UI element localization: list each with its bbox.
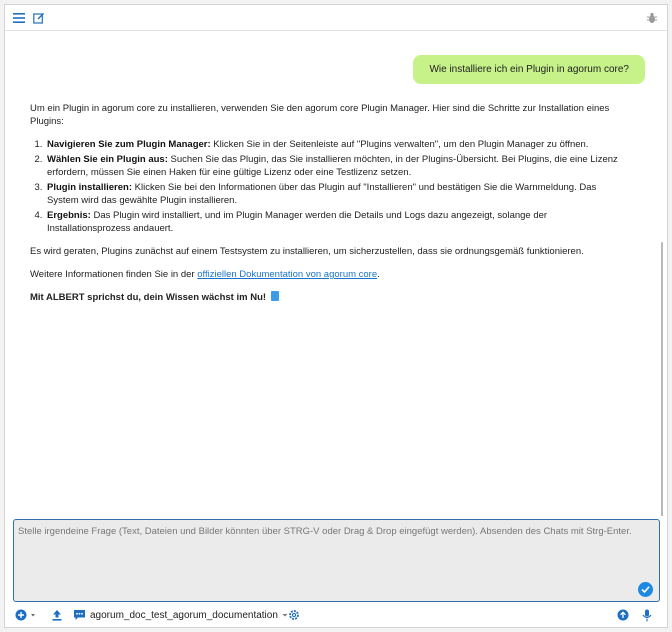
more-info-suffix: . — [377, 269, 380, 280]
arrow-up-circle-icon — [617, 609, 629, 621]
step-title: Navigieren Sie zum Plugin Manager: — [47, 139, 211, 150]
step-text: Suchen Sie das Plugin, das Sie installieren möchten, in der Plugins-Übersicht. Bei Plugins, die eine Lizenz erfordern, müssen Sie einen Haken für eine gültige Lizenz oder eine Testlizenz setzen. — [47, 154, 618, 178]
chat-input-container — [13, 519, 660, 602]
step-text: Klicken Sie bei den Informationen über das Plugin auf "Installieren" und bestätigen Sie die Warnmeldung. Das System wird das gewählte Plugin installieren. — [47, 182, 597, 206]
new-chat-edit-icon[interactable] — [32, 11, 46, 25]
list-item — [45, 181, 630, 207]
scroll-up-button[interactable] — [617, 607, 629, 623]
chat-scrollbar[interactable] — [661, 242, 663, 516]
closing-text: Mit ALBERT sprichst du, dein Wissen wächst im Nu! — [30, 292, 267, 303]
answer-intro: Um ein Plugin in agorum core zu installieren, verwenden Sie den agorum core Plugin Manager. Hier sind die Schritte zur Installation eines Plugins: — [30, 103, 610, 127]
list-item — [45, 138, 630, 151]
add-attachment-button[interactable] — [15, 607, 37, 623]
book-icon — [271, 291, 279, 301]
plus-circle-icon — [15, 609, 37, 621]
upload-button[interactable] — [51, 607, 63, 623]
step-title: Plugin installieren: — [47, 182, 132, 193]
source-selector[interactable] — [73, 607, 289, 623]
bug-icon[interactable] — [645, 11, 659, 25]
chat-bubble-icon — [73, 609, 86, 621]
assistant-answer — [30, 102, 630, 314]
upload-icon — [51, 609, 63, 621]
documentation-link[interactable]: offiziellen Dokumentation von agorum core — [197, 269, 378, 280]
settings-button[interactable] — [288, 607, 300, 623]
list-item — [45, 153, 630, 179]
send-check-button[interactable] — [638, 582, 653, 597]
source-name: agorum_doc_test_agorum_documentation — [90, 609, 278, 621]
bottom-bar — [5, 603, 667, 627]
answer-advice: Es wird geraten, Plugins zunächst auf einem Testsystem zu installieren, um sicherzustellen, dass sie ordnungsgemäß funktionieren. — [30, 246, 584, 257]
chat-window — [4, 4, 668, 628]
hamburger-menu-icon[interactable] — [12, 11, 26, 25]
answer-closing — [30, 291, 630, 304]
gear-icon — [288, 609, 300, 621]
user-message-bubble: Wie installiere ich ein Plugin in agorum core? — [413, 55, 645, 84]
chat-history — [5, 32, 667, 516]
step-title: Ergebnis: — [47, 210, 91, 221]
step-title: Wählen Sie ein Plugin aus: — [47, 154, 168, 165]
step-text: Das Plugin wird installiert, und im Plugin Manager werden die Details und Logs dazu angezeigt, solange der Installationsprozess andauert. — [47, 210, 548, 234]
list-item — [45, 209, 630, 235]
check-icon — [641, 585, 650, 594]
microphone-icon — [642, 609, 652, 622]
answer-steps-list — [45, 138, 630, 235]
chat-input[interactable] — [14, 520, 659, 601]
answer-more-info — [30, 268, 630, 281]
top-toolbar — [5, 5, 667, 31]
step-text: Klicken Sie in der Seitenleiste auf "Plugins verwalten", um den Plugin Manager zu öffnen. — [210, 139, 589, 150]
more-info-prefix: Weitere Informationen finden Sie in der — [30, 269, 198, 280]
microphone-button[interactable] — [642, 607, 652, 623]
